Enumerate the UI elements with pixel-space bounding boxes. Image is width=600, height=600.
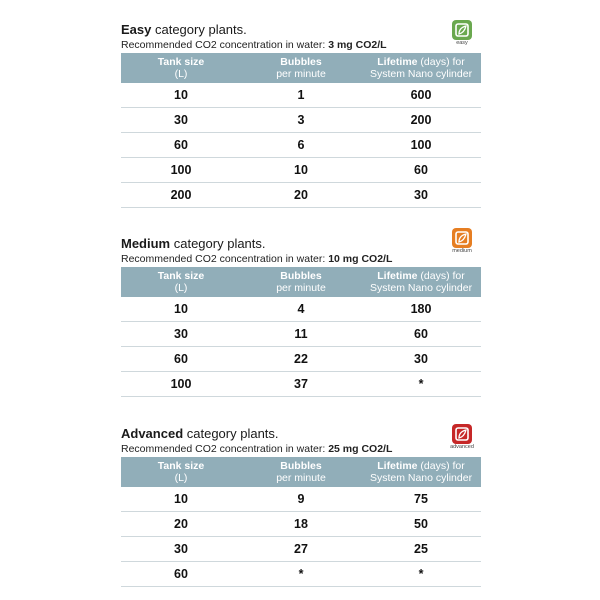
bubbles-cell: 22 xyxy=(241,347,361,372)
table-body xyxy=(121,297,481,397)
concentration-label: Recommended CO2 concentration in water: xyxy=(121,39,329,51)
table-row xyxy=(121,372,481,397)
header-bold: Lifetime xyxy=(377,270,418,282)
bubbles-cell: 27 xyxy=(241,537,361,562)
lifetime-cell: 600 xyxy=(361,83,481,108)
category-logo-easy xyxy=(449,20,475,54)
tank-size-cell: 30 xyxy=(121,322,241,347)
tank-size-cell: 200 xyxy=(121,183,241,208)
table-body xyxy=(121,487,481,587)
header-sub: System Nano cylinder xyxy=(369,472,473,484)
header-row xyxy=(121,53,481,83)
category-name: Easy xyxy=(121,22,152,37)
lifetime-cell: 25 xyxy=(361,537,481,562)
category-name: Medium xyxy=(121,236,171,251)
tank-size-cell: 60 xyxy=(121,347,241,372)
header-bold: Bubbles xyxy=(280,56,322,68)
tank-size-cell: 20 xyxy=(121,512,241,537)
header-sub: (L) xyxy=(174,68,188,80)
leaf-icon xyxy=(452,424,472,444)
column-header-lifetime xyxy=(361,267,481,297)
logo-label: medium xyxy=(452,248,472,254)
header-bold: Bubbles xyxy=(280,460,322,472)
table-row xyxy=(121,322,481,347)
bubbles-cell: 6 xyxy=(241,133,361,158)
tank-size-cell: 10 xyxy=(121,297,241,322)
bubbles-cell: 11 xyxy=(241,322,361,347)
lifetime-cell: 50 xyxy=(361,512,481,537)
table-body xyxy=(121,83,481,208)
table-row xyxy=(121,562,481,587)
table-row xyxy=(121,347,481,372)
category-section-advanced xyxy=(121,426,481,587)
table-row xyxy=(121,108,481,133)
bubbles-cell: 20 xyxy=(241,183,361,208)
header-row xyxy=(121,457,481,487)
section-title xyxy=(121,236,481,252)
bubbles-cell: 1 xyxy=(241,83,361,108)
table-row xyxy=(121,297,481,322)
tank-size-cell: 30 xyxy=(121,108,241,133)
header-sub: System Nano cylinder xyxy=(369,68,473,80)
category-name: Advanced xyxy=(121,426,184,441)
header-bold: Bubbles xyxy=(280,270,322,282)
bubbles-cell: 10 xyxy=(241,158,361,183)
table-row xyxy=(121,183,481,208)
header-row xyxy=(121,267,481,297)
concentration-line xyxy=(121,39,481,52)
category-logo-medium xyxy=(449,228,475,262)
column-header-tank-size xyxy=(121,53,241,83)
category-suffix: category plants. xyxy=(151,22,247,37)
concentration-line xyxy=(121,253,481,266)
table-row xyxy=(121,487,481,512)
table-header xyxy=(121,457,481,487)
tank-size-cell: 100 xyxy=(121,158,241,183)
header-bold: Tank size xyxy=(157,56,205,68)
header-sub: per minute xyxy=(276,282,326,294)
column-header-tank-size xyxy=(121,457,241,487)
dosage-table xyxy=(121,53,481,208)
lifetime-cell: 75 xyxy=(361,487,481,512)
header-rest: (days) for xyxy=(417,270,465,282)
category-suffix: category plants. xyxy=(183,426,279,441)
leaf-icon xyxy=(452,228,472,248)
table-row xyxy=(121,158,481,183)
header-bold: Lifetime xyxy=(377,460,418,472)
concentration-label: Recommended CO2 concentration in water: xyxy=(121,253,329,265)
table-header xyxy=(121,267,481,297)
concentration-value: 10 mg CO2/L xyxy=(328,253,393,265)
header-sub: (L) xyxy=(174,472,188,484)
column-header-lifetime xyxy=(361,53,481,83)
lifetime-cell: 30 xyxy=(361,347,481,372)
bubbles-cell: 4 xyxy=(241,297,361,322)
header-sub: per minute xyxy=(276,68,326,80)
table-header xyxy=(121,53,481,83)
header-bold: Tank size xyxy=(157,460,205,472)
leaf-icon xyxy=(452,20,472,40)
lifetime-cell: * xyxy=(361,372,481,397)
table-row xyxy=(121,537,481,562)
table-row xyxy=(121,133,481,158)
header-sub: per minute xyxy=(276,472,326,484)
logo-label: advanced xyxy=(450,444,474,450)
table-row xyxy=(121,512,481,537)
tank-size-cell: 10 xyxy=(121,487,241,512)
lifetime-cell: * xyxy=(361,562,481,587)
header-sub: System Nano cylinder xyxy=(369,282,473,294)
tank-size-cell: 60 xyxy=(121,562,241,587)
category-logo-advanced xyxy=(449,424,475,458)
category-section-easy xyxy=(121,22,481,208)
bubbles-cell: 9 xyxy=(241,487,361,512)
bubbles-cell: * xyxy=(241,562,361,587)
dosage-table xyxy=(121,267,481,397)
category-suffix: category plants. xyxy=(170,236,266,251)
section-title xyxy=(121,426,481,442)
tank-size-cell: 30 xyxy=(121,537,241,562)
header-bold: Lifetime xyxy=(377,56,418,68)
dosage-table xyxy=(121,457,481,587)
tank-size-cell: 100 xyxy=(121,372,241,397)
section-title xyxy=(121,22,481,38)
column-header-bubbles xyxy=(241,53,361,83)
lifetime-cell: 60 xyxy=(361,158,481,183)
column-header-tank-size xyxy=(121,267,241,297)
header-rest: (days) for xyxy=(417,460,465,472)
bubbles-cell: 3 xyxy=(241,108,361,133)
concentration-line xyxy=(121,443,481,456)
bubbles-cell: 18 xyxy=(241,512,361,537)
header-rest: (days) for xyxy=(417,56,465,68)
lifetime-cell: 60 xyxy=(361,322,481,347)
lifetime-cell: 100 xyxy=(361,133,481,158)
tank-size-cell: 60 xyxy=(121,133,241,158)
lifetime-cell: 180 xyxy=(361,297,481,322)
concentration-label: Recommended CO2 concentration in water: xyxy=(121,443,329,455)
tank-size-cell: 10 xyxy=(121,83,241,108)
concentration-value: 25 mg CO2/L xyxy=(328,443,393,455)
bubbles-cell: 37 xyxy=(241,372,361,397)
lifetime-cell: 30 xyxy=(361,183,481,208)
column-header-bubbles xyxy=(241,457,361,487)
logo-label: easy xyxy=(456,40,468,46)
header-bold: Tank size xyxy=(157,270,205,282)
lifetime-cell: 200 xyxy=(361,108,481,133)
column-header-bubbles xyxy=(241,267,361,297)
category-section-medium xyxy=(121,236,481,397)
header-sub: (L) xyxy=(174,282,188,294)
table-row xyxy=(121,83,481,108)
column-header-lifetime xyxy=(361,457,481,487)
concentration-value: 3 mg CO2/L xyxy=(328,39,387,51)
